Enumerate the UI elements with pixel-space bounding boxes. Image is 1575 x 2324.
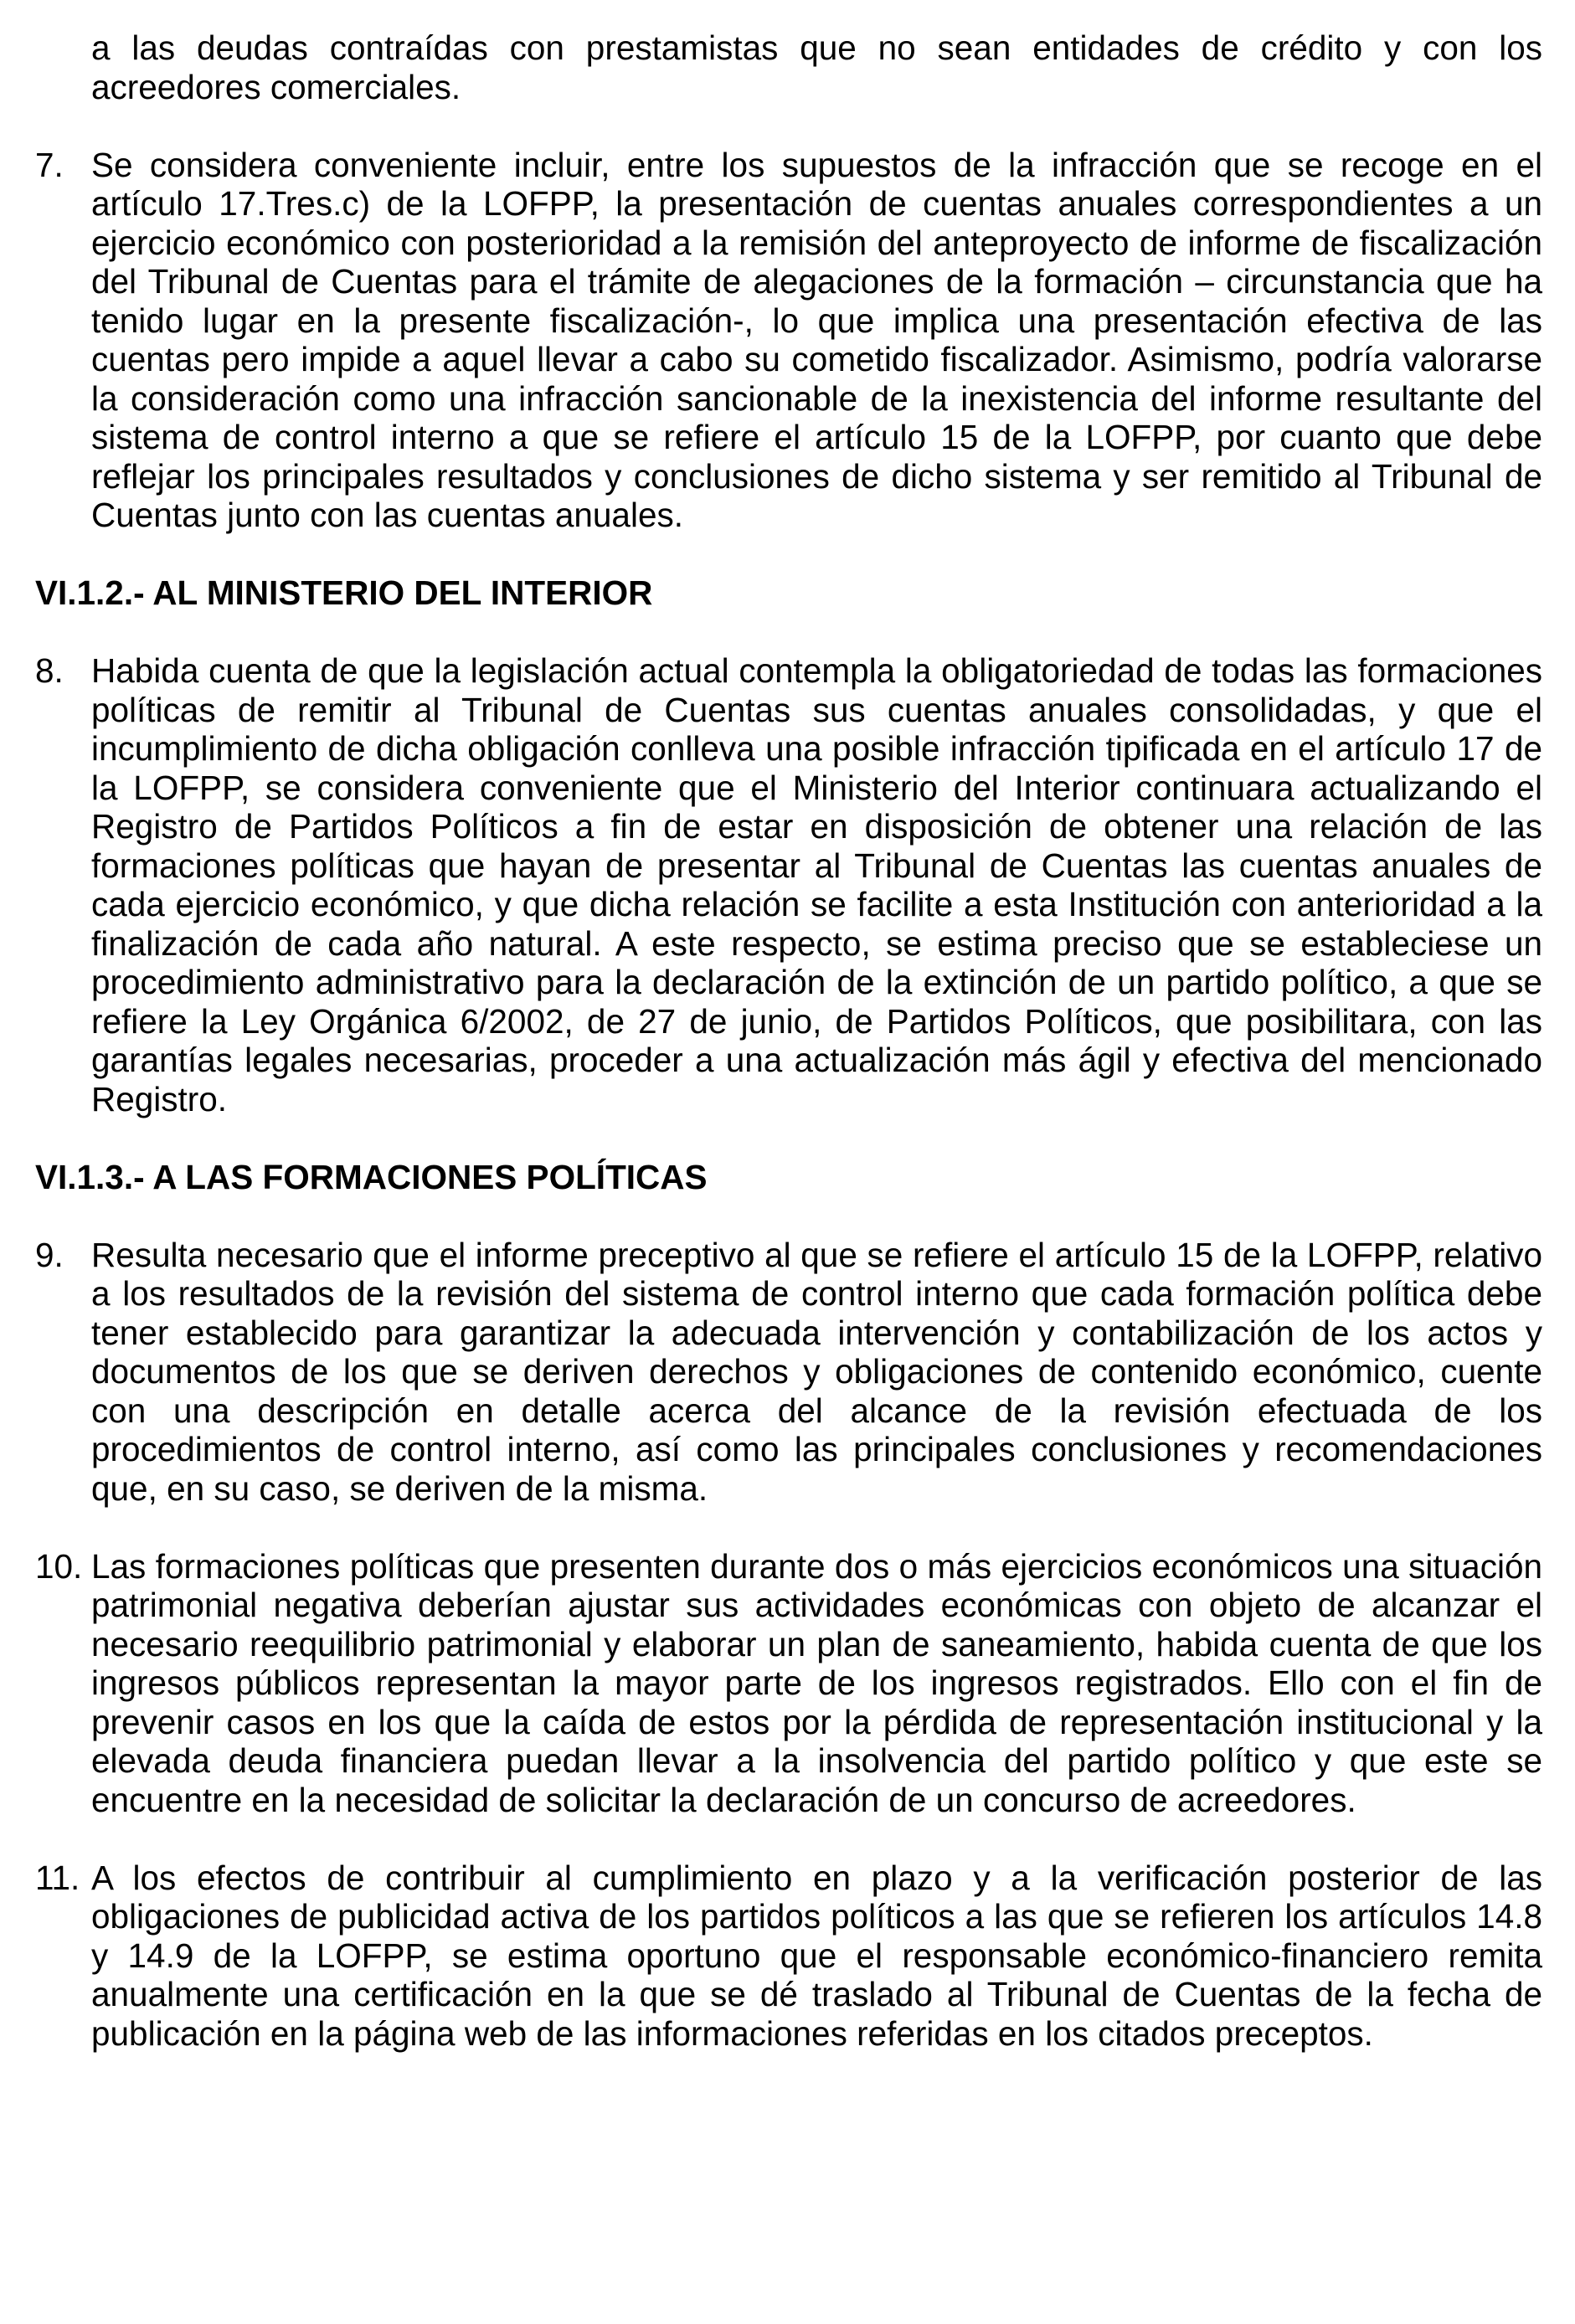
document-page	[35, 28, 1542, 2053]
item-text: Habida cuenta de que la legislación actual contempla la obligatoriedad de todas las formaciones políticas de remitir al Tribunal de Cuentas sus cuentas anuales consolidadas, y que el incumplimiento de dicha obligación conlleva una posible infracción tipificada en el artículo 17 de la LOFPP, se considera conveniente que el Ministerio del Interior continuara actualizando el Registro de Partidos Políticos a fin de estar en disposición de obtener una relación de las formaciones políticas que hayan de presentar al Tribunal de Cuentas las cuentas anuales de cada ejercicio económico, y que dicha relación se facilite a esta Institución con anterioridad a la finalización de cada año natural. A este respecto, se estima preciso que se estableciese un procedimiento administrativo para la declaración de la extinción de un partido político, a que se refiere la Ley Orgánica 6/2002, de 27 de junio, de Partidos Políticos, que posibilitara, con las garantías legales necesarias, proceder a una actualización más ágil y efectiva del mencionado Registro.	[91, 651, 1542, 1118]
spacer	[35, 106, 1542, 146]
spacer	[35, 613, 1542, 652]
item-number: 10.	[35, 1546, 83, 1586]
spacer	[35, 1819, 1542, 1859]
recommendation-item-9	[35, 1236, 1542, 1509]
item-text: Se considera conveniente incluir, entre los supuestos de la infracción que se recoge en el artículo 17.Tres.c) de la LOFPP, la presentación de cuentas anuales correspondientes a un ejercicio económico con posterioridad a la remisión del anteproyecto de informe de fiscalización del Tribunal de Cuentas para el trámite de alegaciones de la formación – circunstancia que ha tenido lugar en la presente fiscalización-, lo que implica una presentación efectiva de las cuentas pero impide a aquel llevar a cabo su cometido fiscalizador. Asimismo, podría valorarse la consideración como una infracción sancionable de la inexistencia del informe resultante del sistema de control interno a que se refiere el artículo 15 de la LOFPP, por cuanto que debe reflejar los principales resultados y conclusiones de dicho sistema y ser remitido al Tribunal de Cuentas junto con las cuentas anuales.	[91, 145, 1542, 534]
item-number: 8.	[35, 651, 64, 690]
item-text: Las formaciones políticas que presenten durante dos o más ejercicios económicos una situación patrimonial negativa deberían ajustar sus actividades económicas con objeto de alcanzar el necesario reequilibrio patrimonial y elaborar un plan de saneamiento, habida cuenta de que los ingresos públicos representan la mayor parte de los ingresos registrados. Ello con el fin de prevenir casos en los que la caída de estos por la pérdida de representación institucional y la elevada deuda financiera puedan llevar a la insolvencia del partido político y que este se encuentre en la necesidad de solicitar la declaración de un concurso de acreedores.	[91, 1546, 1542, 1819]
item-text: A los efectos de contribuir al cumplimiento en plazo y a la verificación posterior de las obligaciones de publicidad activa de los partidos políticos a las que se refieren los artículos 14.8 y 14.9 de la LOFPP, se estima oportuno que el responsable económico-financiero remita anualmente una certificación en la que se dé traslado al Tribunal de Cuentas de la fecha de publicación en la página web de las informaciones referidas en los citados preceptos.	[91, 1858, 1542, 2053]
section-heading-formaciones-politicas: VI.1.3.- A LAS FORMACIONES POLÍTICAS	[35, 1157, 708, 1196]
recommendation-item-7	[35, 146, 1542, 535]
spacer	[35, 1118, 1542, 1158]
section-heading-ministerio-interior: VI.1.2.- AL MINISTERIO DEL INTERIOR	[35, 573, 653, 612]
spacer	[35, 1196, 1542, 1236]
item-number: 9.	[35, 1235, 64, 1274]
spacer	[35, 1508, 1542, 1547]
recommendation-item-11	[35, 1859, 1542, 2054]
spacer	[35, 535, 1542, 574]
item-text: Resulta necesario que el informe preceptivo al que se refiere el artículo 15 de la LOFPP, relativo a los resultados de la revisión del sistema de control interno que cada formación política debe tener establecido para garantizar la adecuada intervención y contabilización de los actos y documentos de los que se deriven derechos y obligaciones de contenido económico, cuente con una descripción en detalle acerca del alcance de la revisión efectuada de los procedimientos de control interno, así como las principales conclusiones y recomendaciones que, en su caso, se deriven de la misma.	[91, 1235, 1542, 1508]
recommendation-item-8	[35, 651, 1542, 1118]
continuation-paragraph: a las deudas contraídas con prestamistas que no sean entidades de crédito y con los acreedores comerciales.	[91, 28, 1542, 106]
item-number: 7.	[35, 145, 64, 184]
recommendation-item-10	[35, 1547, 1542, 1820]
item-number: 11.	[35, 1858, 80, 1897]
